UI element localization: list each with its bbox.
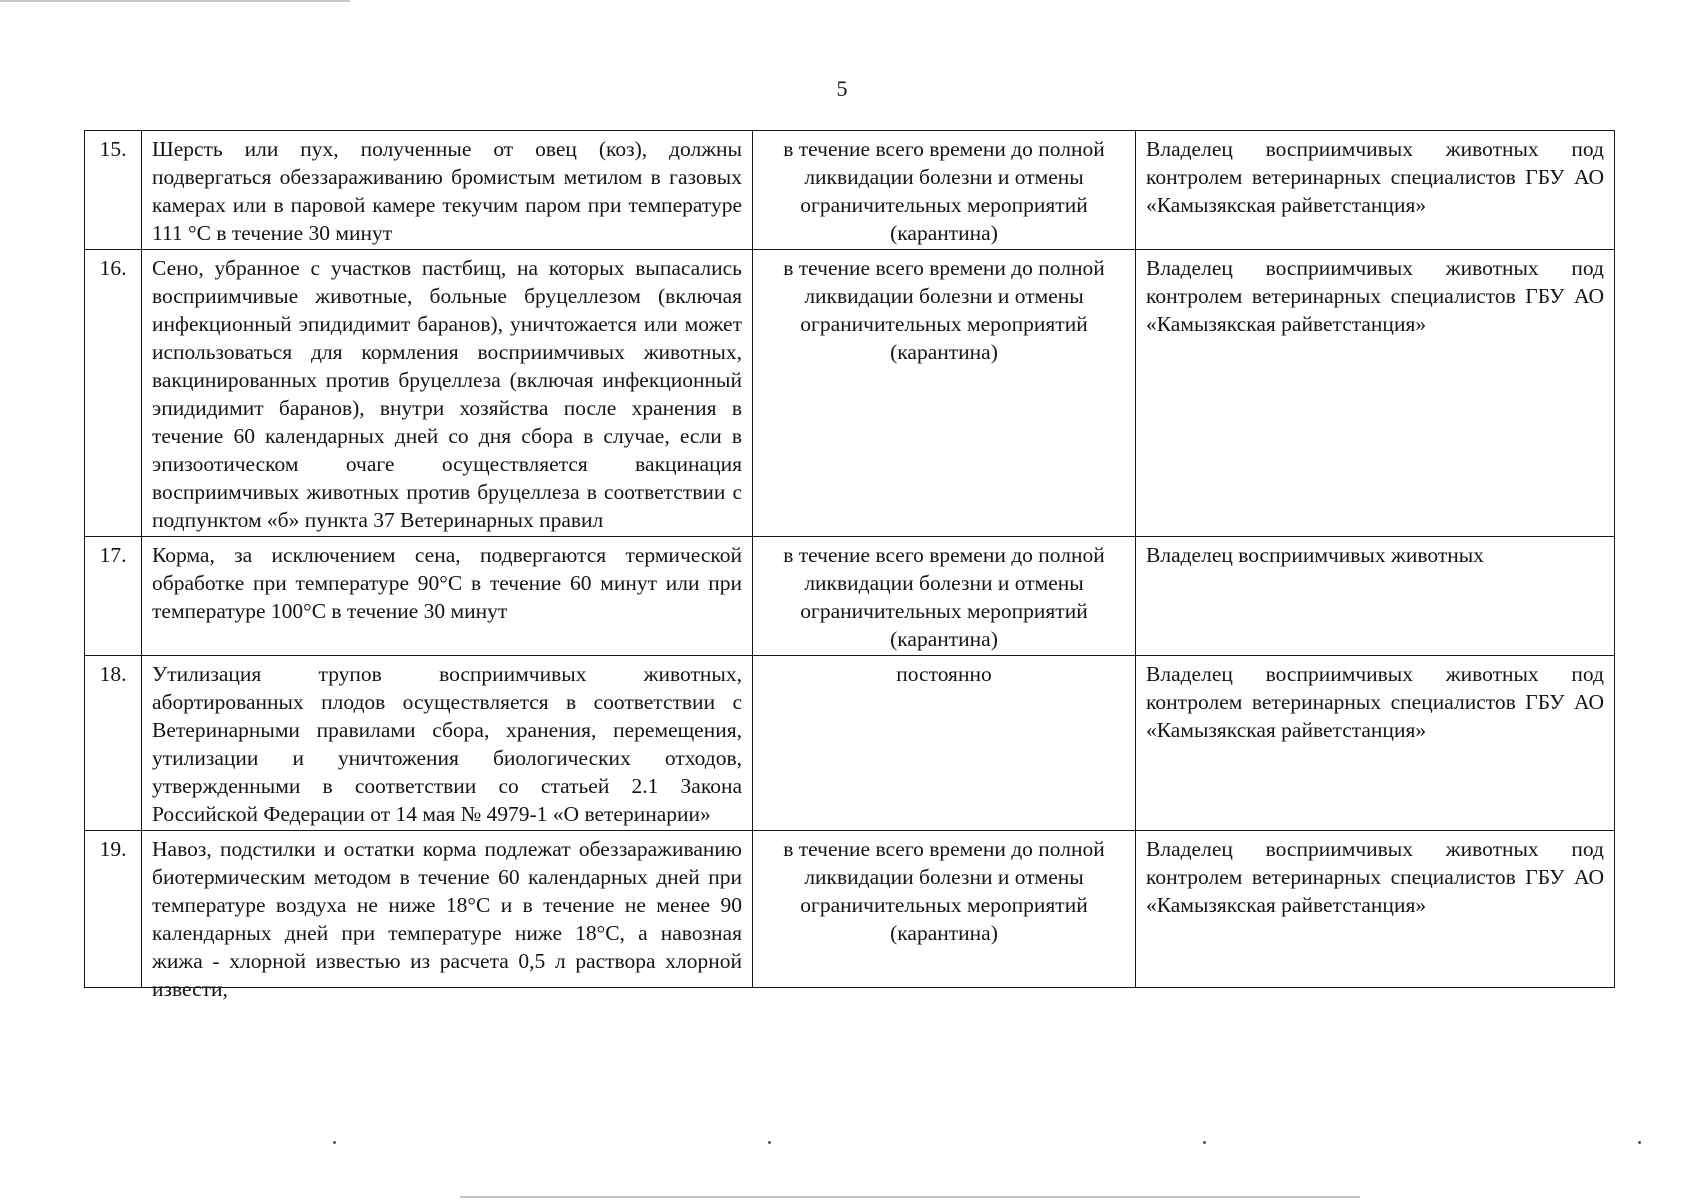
responsible-text-clipped: Владелец восприимчивых животных под контролем ветеринарных специалистов ГБУ АО «Камызякская райветстанция» bbox=[1146, 837, 1604, 917]
measure-text: Шерсть или пух, полученные от овец (коз), должны подвергаться обеззараживанию бромистым метилом в газовых камерах или в паровой камере текучим паром при температуре 111 °С в течение 30 минут bbox=[142, 131, 753, 250]
responsible-text: Владелец восприимчивых животных bbox=[1136, 537, 1615, 656]
row-number: 15. bbox=[85, 131, 142, 250]
period-text-clipped: в течение всего времени до полной ликвидации болезни и отмены ограничительных мероприятий (карантина) bbox=[783, 837, 1105, 945]
row-number: 18. bbox=[85, 656, 142, 831]
measure-text: Утилизация трупов восприимчивых животных, абортированных плодов осуществляется в соответствии с Ветеринарными правилами сбора, хранения, перемещения, утилизации и уничтожения биологических отходов, утвержденными в соответствии со статьей 2.1 Закона Российской Федерации от 14 мая № 4979-1 «О ветеринарии» bbox=[142, 656, 753, 831]
scan-speck bbox=[1203, 1141, 1206, 1144]
period-text: в течение всего времени до полной ликвидации болезни и отмены ограничительных мероприятий (карантина) bbox=[753, 537, 1136, 656]
scan-speck bbox=[333, 1141, 336, 1144]
row-number: 17. bbox=[85, 537, 142, 656]
measure-text: Корма, за исключением сена, подвергаются термической обработке при температуре 90°С в течение 60 минут или при температуре 100°С в течение 30 минут bbox=[142, 537, 753, 656]
measure-text bbox=[142, 831, 753, 1001]
responsible-text: Владелец восприимчивых животных под контролем ветеринарных специалистов ГБУ АО «Камызякская райветстанция» bbox=[1136, 131, 1615, 250]
period-text: в течение всего времени до полной ликвидации болезни и отмены ограничительных мероприятий (карантина) bbox=[753, 250, 1136, 537]
page-number: 5 bbox=[836, 76, 848, 101]
period-text: в течение всего времени до полной ликвидации болезни и отмены ограничительных мероприятий (карантина) bbox=[753, 131, 1136, 250]
scan-edge-top bbox=[0, 0, 350, 2]
measure-text: Сено, убранное с участков пастбищ, на которых выпасались восприимчивые животные, больные бруцеллезом (включая инфекционный эпидидимит баранов), уничтожается или может использоваться для кормления восприимчивых животных, вакцинированных против бруцеллеза (включая инфекционный эпидидимит баранов), внутри хозяйства после хранения в течение 60 календарных дней со дня сбора в случае, если в эпизоотическом очаге осуществляется вакцинация восприимчивых животных против бруцеллеза в соответствии с подпунктом «б» пункта 37 Ветеринарных правил bbox=[142, 250, 753, 537]
responsible-text bbox=[1136, 831, 1615, 988]
measures-table bbox=[84, 130, 1615, 1001]
responsible-text: Владелец восприимчивых животных под контролем ветеринарных специалистов ГБУ АО «Камызякская райветстанция» bbox=[1136, 656, 1615, 831]
table-row bbox=[85, 656, 1615, 831]
period-text: постоянно bbox=[753, 656, 1136, 831]
scan-speck bbox=[1638, 1141, 1641, 1144]
table-row bbox=[85, 131, 1615, 250]
measure-text-clipped: Навоз, подстилки и остатки корма подлежат обеззараживанию биотермическим методом в течение 60 календарных дней при температуре воздуха не ниже 18°С и в течение не менее 90 календарных дней при температуре ниже 18°С, а навозная жижа - хлорной известью из расчета 0,5 л раствора хлорной извести, bbox=[152, 837, 742, 1001]
table-row bbox=[85, 831, 1615, 988]
scan-edge-bottom bbox=[460, 1196, 1360, 1198]
scan-speck bbox=[768, 1141, 771, 1144]
row-number bbox=[85, 831, 142, 988]
row-number-text: 19. bbox=[99, 837, 127, 861]
period-text bbox=[753, 831, 1136, 988]
row-number: 16. bbox=[85, 250, 142, 537]
table-row bbox=[85, 537, 1615, 656]
responsible-text: Владелец восприимчивых животных под контролем ветеринарных специалистов ГБУ АО «Камызякская райветстанция» bbox=[1136, 250, 1615, 537]
table-row bbox=[85, 250, 1615, 537]
